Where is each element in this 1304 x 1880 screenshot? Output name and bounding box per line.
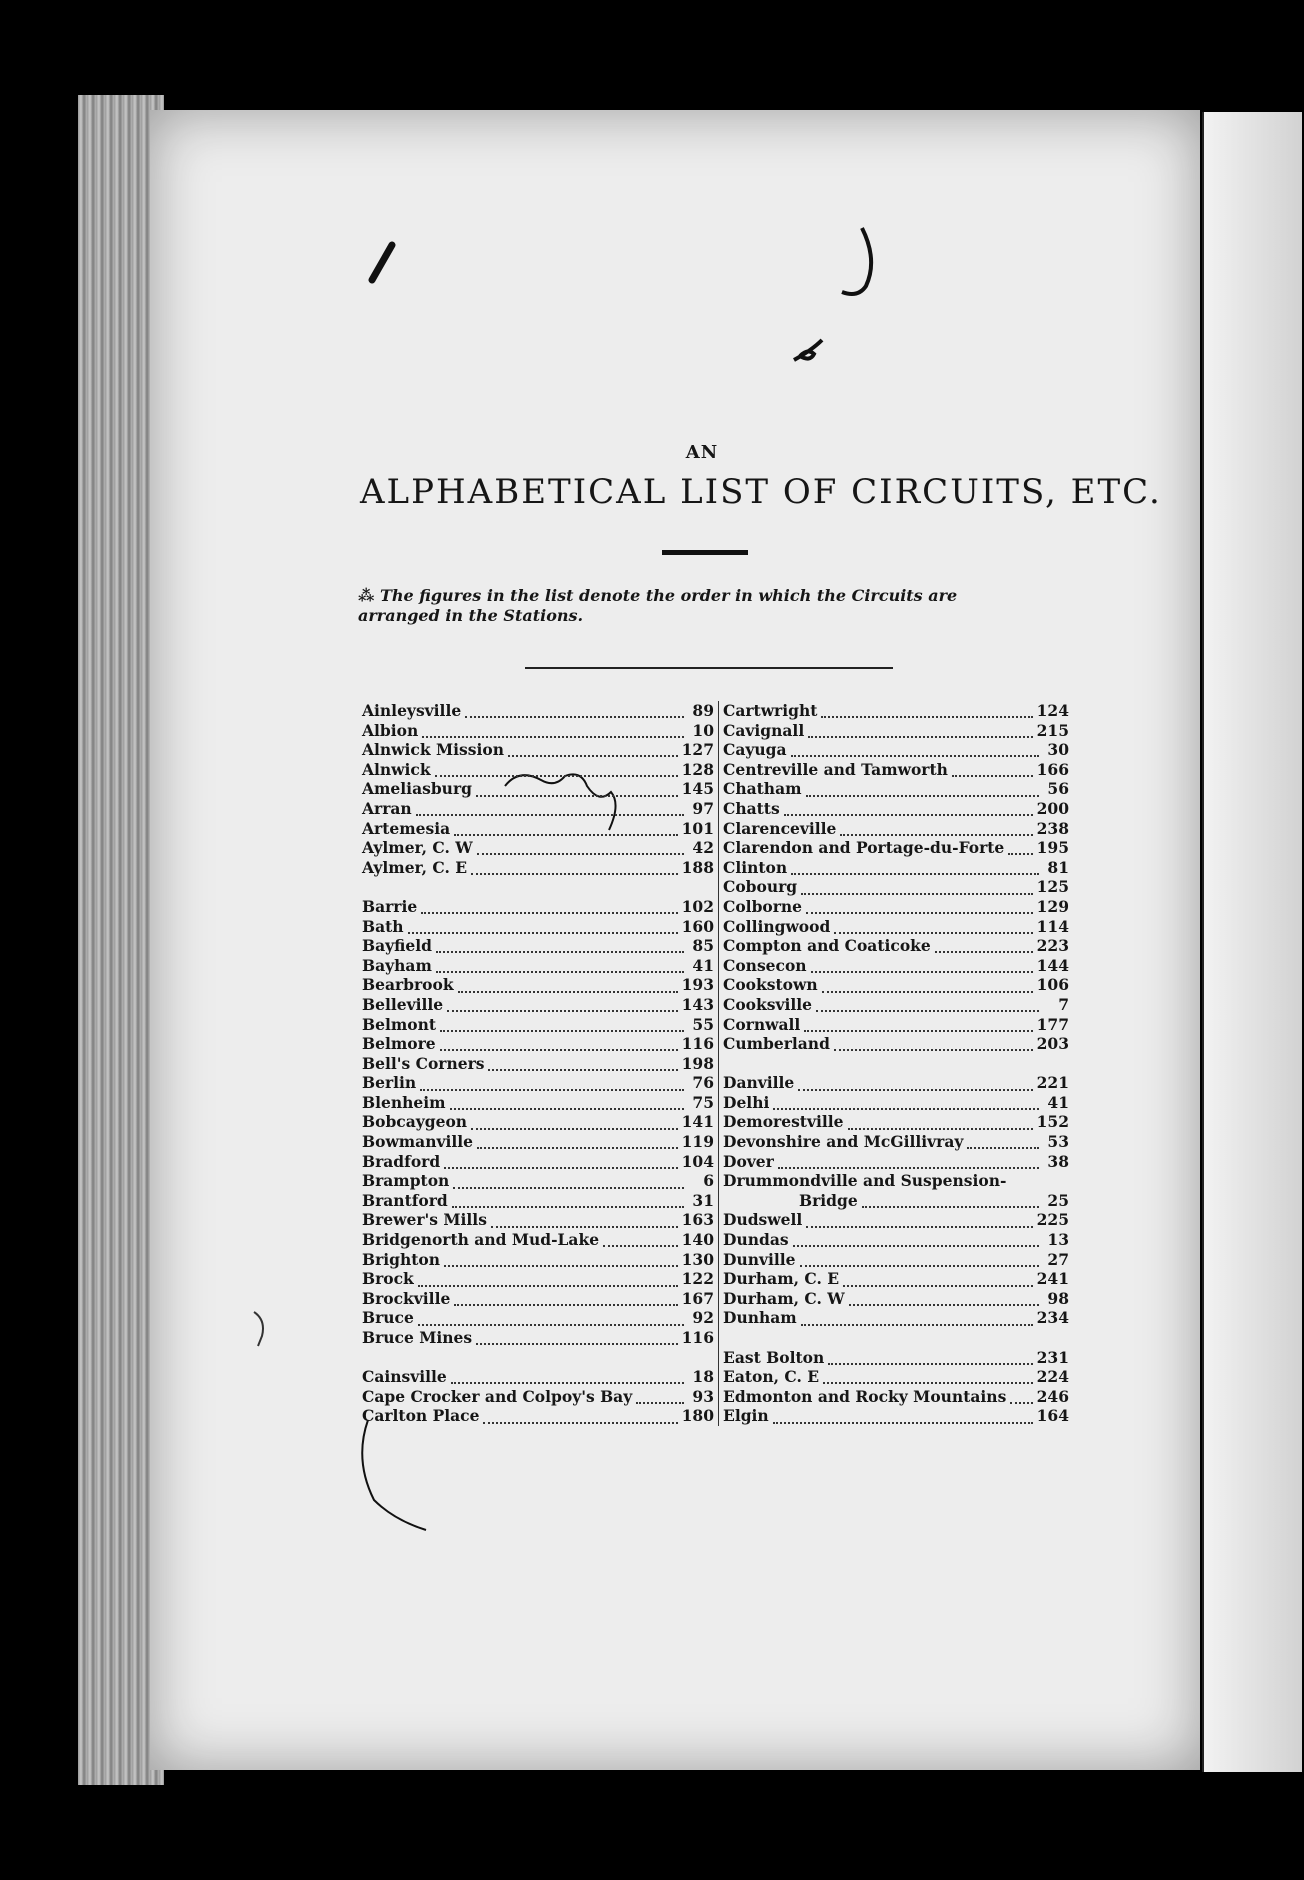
index-entry — [362, 1093, 714, 1113]
circuit-name: Alnwick — [362, 759, 431, 779]
leader-dots — [843, 1272, 1033, 1287]
index-entry — [362, 799, 714, 819]
index-entry — [723, 1034, 1069, 1054]
index-entry — [723, 1093, 1069, 1113]
station-number: 144 — [1036, 955, 1069, 975]
circuit-name: Brantford — [362, 1190, 448, 1210]
station-number: 7 — [1058, 994, 1069, 1014]
index-entry — [362, 740, 714, 760]
circuit-name: Belmont — [362, 1014, 437, 1034]
leader-dots — [408, 919, 678, 934]
circuit-name: Drummondville and Suspension- — [723, 1171, 1007, 1191]
station-number: 97 — [692, 798, 714, 818]
right-column — [718, 701, 1069, 1426]
index-entry — [723, 1289, 1069, 1309]
station-number: 10 — [692, 720, 714, 740]
circuit-name: East Bolton — [723, 1347, 825, 1367]
leader-dots — [806, 782, 1039, 797]
circuit-name: Cainsville — [362, 1367, 447, 1387]
leader-dots — [451, 1369, 684, 1384]
leader-dots — [834, 919, 1032, 934]
circuit-name: Arran — [362, 798, 412, 818]
index-entry — [362, 1034, 714, 1054]
circuit-name: Cavignall — [723, 720, 805, 740]
index-entry — [362, 1289, 714, 1309]
station-number: 125 — [1036, 877, 1069, 897]
leader-dots — [477, 1134, 678, 1149]
leader-dots — [806, 899, 1033, 914]
station-number: 141 — [681, 1112, 714, 1132]
circuit-name: Blenheim — [362, 1092, 446, 1112]
station-number: 166 — [1036, 759, 1069, 779]
circuit-name: Berlin — [362, 1073, 417, 1093]
index-entry — [723, 1230, 1069, 1250]
leader-dots — [800, 1252, 1039, 1267]
leader-dots — [483, 1409, 677, 1424]
leader-dots — [822, 978, 1033, 993]
station-number: 224 — [1036, 1367, 1069, 1387]
station-number: 223 — [1036, 936, 1069, 956]
leader-dots — [476, 782, 678, 797]
index-entry — [723, 1367, 1069, 1387]
note-line-1: ⁂ The figures in the list denote the order in which the Circuits are — [358, 586, 958, 605]
station-number: 195 — [1036, 838, 1069, 858]
index-entry — [723, 779, 1069, 799]
station-number: 143 — [681, 994, 714, 1014]
leader-dots — [420, 1076, 684, 1091]
circuit-name: Cobourg — [723, 877, 798, 897]
leader-dots — [1010, 1389, 1032, 1404]
circuit-name: Bradford — [362, 1151, 441, 1171]
circuit-name: Dover — [723, 1151, 774, 1171]
index-entry — [362, 1073, 714, 1093]
index-entry — [362, 1269, 714, 1289]
circuit-name: Artemesia — [362, 818, 451, 838]
index-entry — [362, 1171, 714, 1191]
station-number: 231 — [1036, 1347, 1069, 1367]
index-entry — [723, 1171, 1069, 1191]
index-entry — [362, 975, 714, 995]
index-entry — [362, 1152, 714, 1172]
index-entry — [362, 838, 714, 858]
index-entry — [723, 1348, 1069, 1368]
leader-dots — [450, 1095, 684, 1110]
index-entry — [723, 1073, 1069, 1093]
station-number: 13 — [1047, 1230, 1069, 1250]
station-number: 164 — [1036, 1406, 1069, 1426]
index-entry — [362, 760, 714, 780]
leader-dots — [967, 1134, 1039, 1149]
circuit-name: Cartwright — [723, 701, 818, 720]
index-entry — [362, 956, 714, 976]
leader-dots — [416, 801, 684, 816]
circuit-name: Colborne — [723, 896, 803, 916]
heading-article: AN — [685, 442, 719, 463]
leader-dots — [436, 938, 684, 953]
circuit-name: Ainleysville — [362, 701, 462, 720]
circuit-name: Carlton Place — [362, 1406, 480, 1426]
circuit-name: Clarendon and Portage-du-Forte — [723, 838, 1005, 858]
station-number: 27 — [1047, 1249, 1069, 1269]
station-number: 41 — [692, 955, 714, 975]
left-column — [362, 701, 722, 1426]
index-entry — [362, 1210, 714, 1230]
circuit-name: Belleville — [362, 994, 444, 1014]
leader-dots — [862, 1193, 1039, 1208]
station-number: 18 — [692, 1367, 714, 1387]
circuit-name: Aylmer, C. W — [362, 838, 473, 858]
leader-dots — [471, 860, 678, 875]
index-entry — [362, 1230, 714, 1250]
leader-dots — [435, 762, 678, 777]
station-number: 76 — [692, 1073, 714, 1093]
station-number: 238 — [1036, 818, 1069, 838]
station-number: 177 — [1036, 1014, 1069, 1034]
index-entry — [723, 917, 1069, 937]
station-number: 234 — [1036, 1308, 1069, 1328]
index-entry — [362, 1387, 714, 1407]
section-gap — [362, 877, 714, 897]
circuit-name: Elgin — [723, 1406, 769, 1426]
circuit-name: Aylmer, C. E — [362, 857, 468, 877]
leader-dots — [453, 1174, 684, 1189]
station-number: 129 — [1036, 896, 1069, 916]
leader-dots — [848, 1115, 1033, 1130]
station-number: 116 — [681, 1034, 714, 1054]
leader-dots — [778, 1154, 1039, 1169]
circuit-name: Edmonton and Rocky Mountains — [723, 1386, 1007, 1406]
station-number: 42 — [692, 838, 714, 858]
index-entry — [723, 1112, 1069, 1132]
circuit-name: Cape Crocker and Colpoy's Bay — [362, 1386, 633, 1406]
circuit-name: Brampton — [362, 1171, 450, 1191]
section-gap — [723, 1328, 1069, 1348]
leader-dots — [440, 1017, 684, 1032]
circuit-name: Clinton — [723, 857, 788, 877]
station-number: 114 — [1036, 916, 1069, 936]
index-entry — [723, 975, 1069, 995]
leader-dots — [444, 1252, 678, 1267]
leader-dots — [465, 703, 684, 718]
station-number: 38 — [1047, 1151, 1069, 1171]
station-number: 119 — [681, 1132, 714, 1152]
circuit-name: Brockville — [362, 1288, 451, 1308]
note-rule — [525, 667, 893, 669]
leader-dots — [476, 1330, 678, 1345]
station-number: 75 — [692, 1092, 714, 1112]
station-number: 180 — [681, 1406, 714, 1426]
circuit-name: Compton and Coaticoke — [723, 936, 931, 956]
index-entry — [362, 1132, 714, 1152]
index-entry — [723, 858, 1069, 878]
index-entry — [723, 1250, 1069, 1270]
circuit-name: Brock — [362, 1269, 414, 1289]
circuit-name: Albion — [362, 720, 419, 740]
leader-dots — [828, 1350, 1032, 1365]
circuit-name: Bowmanville — [362, 1132, 474, 1152]
leader-dots — [422, 723, 684, 738]
leader-dots — [458, 978, 678, 993]
station-number: 215 — [1036, 720, 1069, 740]
leader-dots — [811, 958, 1033, 973]
index-entry — [723, 799, 1069, 819]
circuit-name: Bath — [362, 916, 404, 936]
leader-dots — [849, 1291, 1039, 1306]
circuit-name: Cumberland — [723, 1034, 830, 1054]
index-entry — [723, 1308, 1069, 1328]
section-gap — [723, 1054, 1069, 1074]
circuit-name: Dunville — [723, 1249, 796, 1269]
index-entry — [362, 897, 714, 917]
station-number: 124 — [1036, 701, 1069, 720]
station-number: 127 — [681, 740, 714, 760]
index-entry — [723, 1132, 1069, 1152]
leader-dots — [452, 1193, 684, 1208]
circuit-name: Alnwick Mission — [362, 740, 504, 760]
leader-dots — [816, 997, 1039, 1012]
station-number: 152 — [1036, 1112, 1069, 1132]
station-number: 56 — [1047, 779, 1069, 799]
leader-dots — [798, 1076, 1032, 1091]
circuit-name: Bruce Mines — [362, 1328, 473, 1347]
leader-dots — [454, 1291, 677, 1306]
index-entry — [723, 701, 1069, 721]
index-entry — [723, 897, 1069, 917]
leader-dots — [421, 899, 677, 914]
station-number: 101 — [681, 818, 714, 838]
station-number: 53 — [1047, 1132, 1069, 1152]
station-number: 92 — [692, 1308, 714, 1328]
circuit-name: Belmore — [362, 1034, 436, 1054]
index-entry — [723, 936, 1069, 956]
circuit-name: Bobcaygeon — [362, 1112, 468, 1132]
leader-dots — [454, 821, 678, 836]
station-number: 31 — [692, 1190, 714, 1210]
station-number: 167 — [681, 1288, 714, 1308]
leader-dots — [488, 1056, 677, 1071]
station-number: 106 — [1036, 975, 1069, 995]
circuit-name: Cooksville — [723, 994, 813, 1014]
station-number: 128 — [681, 759, 714, 779]
index-entry — [362, 721, 714, 741]
leader-dots — [773, 1409, 1033, 1424]
page-title: ALPHABETICAL LIST OF CIRCUITS, ETC. — [360, 472, 1162, 512]
circuit-name: Brewer's Mills — [362, 1210, 487, 1230]
index-entry — [362, 1406, 714, 1426]
circuit-name: Cayuga — [723, 740, 787, 760]
circuit-name: Demorestville — [723, 1112, 844, 1132]
index-entry — [723, 1210, 1069, 1230]
circuit-name: Clarenceville — [723, 818, 837, 838]
leader-dots — [440, 1036, 678, 1051]
circuit-name: Bearbrook — [362, 975, 454, 995]
index-entry — [723, 721, 1069, 741]
note-line-2: arranged in the Stations. — [358, 606, 584, 625]
index-entry — [362, 858, 714, 878]
circuit-name: Chatts — [723, 798, 780, 818]
station-number: 89 — [692, 701, 714, 720]
index-entry — [362, 1015, 714, 1035]
station-number: 221 — [1036, 1073, 1069, 1093]
leader-dots — [773, 1095, 1039, 1110]
index-entry — [723, 1015, 1069, 1035]
circuit-name: Dudswell — [723, 1210, 803, 1230]
leader-dots — [793, 1232, 1039, 1247]
index-entry — [362, 1191, 714, 1211]
leader-dots — [935, 938, 1033, 953]
index-entry — [723, 740, 1069, 760]
station-number: 203 — [1036, 1034, 1069, 1054]
station-number: 241 — [1036, 1269, 1069, 1289]
index-entry — [723, 838, 1069, 858]
circuit-name: Chatham — [723, 779, 802, 799]
leader-dots — [821, 703, 1032, 718]
leader-dots — [508, 742, 678, 757]
circuit-name: Cornwall — [723, 1014, 801, 1034]
circuit-name: Bell's Corners — [362, 1053, 485, 1073]
circuit-name: Durham, C. W — [723, 1288, 845, 1308]
circuit-name: Danville — [723, 1073, 795, 1093]
circuit-name: Consecon — [723, 955, 807, 975]
leader-dots — [477, 840, 684, 855]
leader-dots — [491, 1213, 678, 1228]
station-number: 93 — [692, 1386, 714, 1406]
index-entry — [723, 1387, 1069, 1407]
index-entry — [723, 1152, 1069, 1172]
circuit-name: Cookstown — [723, 975, 818, 995]
leader-dots — [418, 1311, 684, 1326]
leader-dots — [636, 1389, 684, 1404]
index-entry — [362, 917, 714, 937]
leader-dots — [436, 958, 684, 973]
leader-dots — [784, 801, 1033, 816]
leader-dots — [804, 1017, 1032, 1032]
leader-dots — [791, 860, 1039, 875]
circuit-name: Centreville and Tamworth — [723, 759, 948, 779]
index-entry — [362, 1112, 714, 1132]
circuit-name: Durham, C. E — [723, 1269, 840, 1289]
station-number: 188 — [681, 857, 714, 877]
leader-dots — [447, 997, 678, 1012]
index-entry — [723, 1269, 1069, 1289]
station-number: 198 — [681, 1053, 714, 1073]
leader-dots — [1008, 840, 1032, 855]
station-number: 225 — [1036, 1210, 1069, 1230]
leader-dots — [834, 1036, 1033, 1051]
leader-dots — [823, 1369, 1033, 1384]
index-entry — [362, 701, 714, 721]
station-number: 81 — [1047, 857, 1069, 877]
station-number: 6 — [703, 1171, 714, 1191]
leader-dots — [952, 762, 1033, 777]
index-entry — [723, 1191, 1069, 1211]
circuit-name: Brighton — [362, 1249, 441, 1269]
circuit-name: Bridgenorth and Mud-Lake — [362, 1230, 600, 1250]
leader-dots — [791, 742, 1039, 757]
circuit-name: Collingwood — [723, 916, 831, 936]
index-entry — [362, 1054, 714, 1074]
circuit-name: Ameliasburg — [362, 779, 472, 799]
station-number: 140 — [681, 1230, 714, 1250]
leader-dots — [471, 1115, 678, 1130]
station-number: 104 — [681, 1151, 714, 1171]
circuit-name: Bruce — [362, 1308, 414, 1328]
station-number: 193 — [681, 975, 714, 995]
index-entry — [362, 819, 714, 839]
leader-dots — [444, 1154, 677, 1169]
circuit-name: Dundas — [723, 1230, 789, 1250]
circuit-name: Bayfield — [362, 936, 433, 956]
index-entry — [362, 779, 714, 799]
index-entry — [723, 956, 1069, 976]
index-entry — [362, 995, 714, 1015]
section-gap — [362, 1348, 714, 1368]
station-number: 160 — [681, 916, 714, 936]
station-number: 98 — [1047, 1288, 1069, 1308]
leader-dots — [801, 880, 1033, 895]
station-number: 145 — [681, 779, 714, 799]
index-entry — [723, 877, 1069, 897]
index-entry — [723, 819, 1069, 839]
index-entry — [723, 995, 1069, 1015]
station-number: 200 — [1036, 798, 1069, 818]
explanatory-note — [358, 586, 1058, 626]
index-entry — [362, 1308, 714, 1328]
index-entry — [362, 1250, 714, 1270]
station-number: 41 — [1047, 1092, 1069, 1112]
station-number: 163 — [681, 1210, 714, 1230]
leader-dots — [603, 1232, 678, 1247]
circuit-name: Eaton, C. E — [723, 1367, 820, 1387]
circuit-name: Bayham — [362, 955, 432, 975]
leader-dots — [418, 1272, 678, 1287]
leader-dots — [801, 1311, 1033, 1326]
circuit-name: Barrie — [362, 896, 418, 916]
station-number: 85 — [692, 936, 714, 956]
station-number: 130 — [681, 1249, 714, 1269]
circuit-name: Delhi — [723, 1092, 770, 1112]
title-rule — [662, 550, 748, 555]
index-entry — [723, 1406, 1069, 1426]
station-number: 246 — [1036, 1386, 1069, 1406]
leader-dots — [840, 821, 1032, 836]
leader-dots — [808, 723, 1032, 738]
index-entry — [723, 760, 1069, 780]
station-number: 116 — [681, 1328, 714, 1347]
index-entry — [362, 936, 714, 956]
circuit-name: Devonshire and McGillivray — [723, 1132, 964, 1152]
station-number: 25 — [1047, 1190, 1069, 1210]
index-entry — [362, 1367, 714, 1387]
station-number: 122 — [681, 1269, 714, 1289]
circuit-name: Dunham — [723, 1308, 797, 1328]
leader-dots — [806, 1213, 1032, 1228]
station-number: 102 — [681, 896, 714, 916]
circuit-name: Bridge — [799, 1190, 858, 1210]
index-entry — [362, 1328, 714, 1348]
station-number: 55 — [692, 1014, 714, 1034]
station-number: 30 — [1047, 740, 1069, 760]
